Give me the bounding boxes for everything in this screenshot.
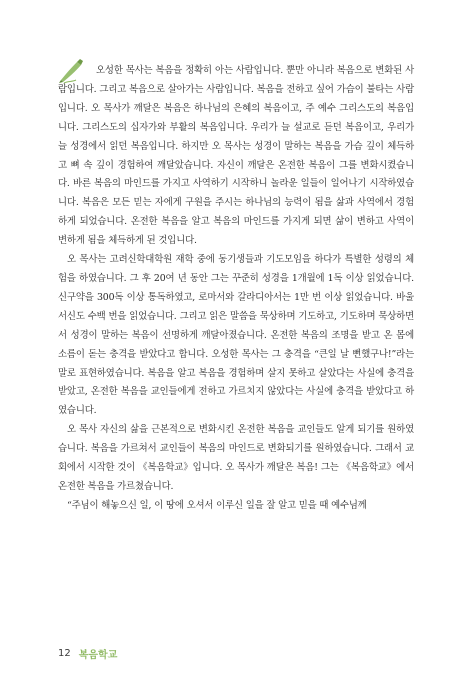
paragraph: 오 목사는 고려신학대학원 재학 중에 동기생들과 기도모임을 하다가 특별한 성령의 체험을 하였습니다. 그 후 20여 년 동안 그는 꾸준히 성경을 1개월에 1독 이상 읽었습니다. 신구약을 300독 이상 통독하였고, 로마서와 갈라디아서는 1만 번 이상 읽었습니다. 바울 서신도 수백 번을 읽었습니다. 그리고 읽은 말씀을 묵상하며 기도하고, 기도하며 묵상하면서 성경이 말하는 복음이 선명하게 깨달아졌습니다. 온전한 복음의 조명을 받고 온 몸에 소름이 돋는 충격을 받았다고 합니다. 오성한 목사는 그 충격을 “큰일 날 뻔했구나!”라는 말로 표현하였습니다. 복음을 알고 복음을 경험하며 살지 못하고 살았다는 사실에 충격을 받았고, 온전한 복음을 교인들에게 전하고 가르치지 않았다는 사실에 충격을 받았다고 하였습니다.: [58, 254, 414, 417]
paragraph: 오 목사 자신의 삶을 근본적으로 변화시킨 온전한 복음을 교인들도 알게 되기를 원하였습니다. 복음을 가르쳐서 교인들이 복음의 마인드로 변화되기를 원하였습니다. 그래서 교회에서 시작한 것이 《복음학교》입니다. 오 목사가 깨달은 복음! 그는 《복음학교》에서 온전한 복음을 가르쳤습니다.: [58, 424, 414, 492]
page-number: 12: [58, 648, 71, 659]
body-text: [58, 62, 414, 516]
page-footer: [58, 646, 117, 661]
paragraph: “주님이 해놓으신 일, 이 땅에 오셔서 이루신 일을 잘 알고 믿을 때 예수님께: [67, 499, 367, 511]
paragraph: 오성한 목사는 복음을 정확히 아는 사람입니다. 뿐만 아니라 복음으로 변화된 사람입니다. 그리고 복음으로 살아가는 사람입니다. 복음을 전하고 싶어 가슴이 불타는 사람입니다. 오 목사가 깨달은 복음은 하나님의 은혜의 복음이고, 주 예수 그리스도의 복음입니다. 그리스도의 십자가와 부활의 복음입니다. 우리가 늘 설교로 듣던 복음이고, 우리가 늘 성경에서 읽던 복음입니다. 하지만 오 목사는 성경이 말하는 복음을 가슴 깊이 체득하고 뼈 속 깊이 경험하여 깨달았습니다. 자신이 깨달은 온전한 복음이 그를 변화시켰습니다. 바른 복음의 마인드를 가지고 사역하기 시작하니 놀라운 일들이 일어나기 시작하였습니다. 복음은 모든 믿는 자에게 구원을 주시는 하나님의 능력이 됨을 삶과 사역에서 경험하게 되었습니다. 온전한 복음을 알고 복음의 마인드를 가지게 되면 삶이 변하고 사역이 변하게 됨을 체득하게 된 것입니다.: [58, 65, 414, 247]
running-title: 복음학교: [78, 650, 118, 661]
